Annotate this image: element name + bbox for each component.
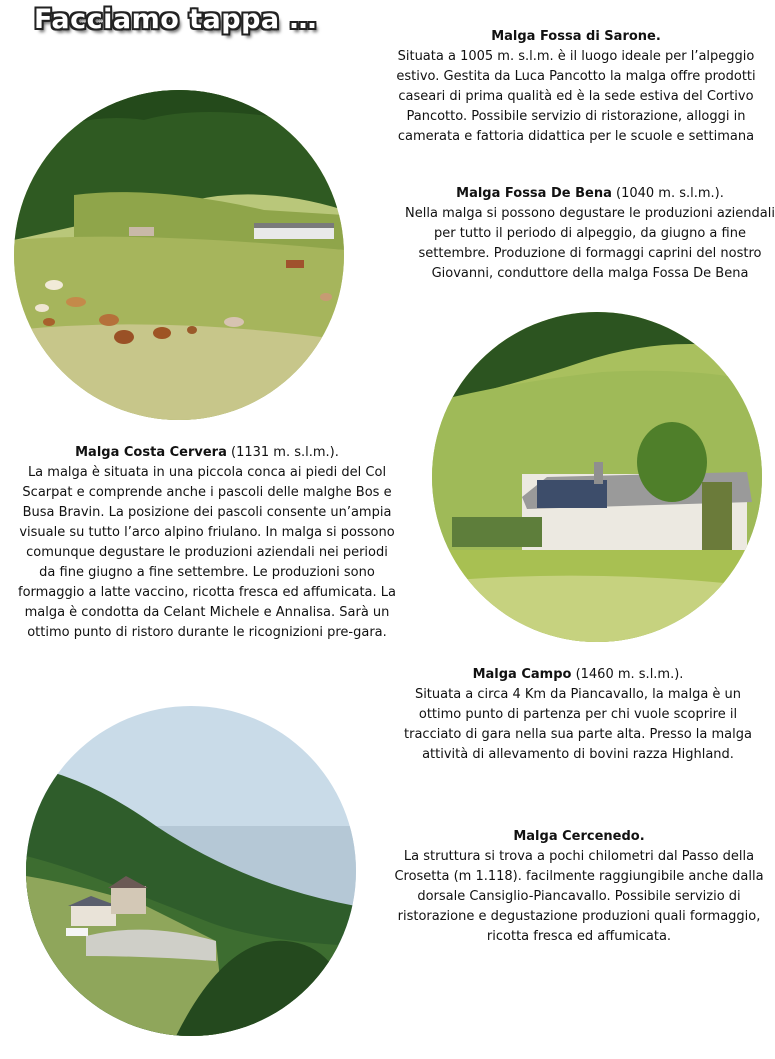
entry-name: Malga Costa Cervera (75, 445, 227, 460)
entry-cercenedo (386, 827, 772, 947)
page-title: Facciamo tappa … (34, 4, 318, 35)
entry-heading (18, 443, 396, 463)
entry-costa-cervera (18, 443, 396, 643)
entry-name: Malga Fossa De Bena (456, 186, 612, 201)
entry-heading (398, 665, 758, 685)
entry-fossa-de-bena (404, 184, 775, 284)
entry-body: Situata a circa 4 Km da Piancavallo, la malga è un ottimo punto di partenza per chi vuole scoprire il tracciato di gara nella sua parte alta. Presso la malga attività di allevamento di bovini razza Highland. (404, 687, 752, 762)
entry-body: Nella malga si possono degustare le produzioni aziendali per tutto il periodo di alpeggio, da giugno a fine settembre. Produzione di formaggi caprini del nostro Giovanni, conduttore della malga Fossa De Bena (405, 206, 775, 281)
entry-heading (380, 27, 772, 47)
entry-malga-campo (398, 665, 758, 765)
entry-name: Malga Campo (472, 667, 572, 682)
entry-name: Malga Cercenedo. (513, 829, 645, 844)
entry-body: La malga è situata in una piccola conca ai piedi del Col Scarpat e comprende anche i pascoli delle malghe Bos e Busa Bravin. La posizione dei pascoli consente un’ampia visuale su tutto l’arco alpino friulano. In malga si possono comunque degustare le produzioni aziendali nei periodi da fine giugno a fine settembre. Le produzioni sono formaggio a latte vaccino, ricotta fresca ed affumicata. La malga è condotta da Celant Michele e Annalisa. Sarà un ottimo punto di ristoro durante le ricognizioni pre-gara. (18, 465, 396, 640)
photo-malga-building (432, 312, 762, 642)
photo-pasture-cows (14, 90, 344, 420)
entry-altitude: (1040 m. s.l.m.). (611, 186, 724, 201)
entry-heading (404, 184, 775, 204)
entry-altitude: (1131 m. s.l.m.). (226, 445, 339, 460)
entry-altitude: (1460 m. s.l.m.). (571, 667, 684, 682)
entry-heading (386, 827, 772, 847)
entry-fossa-di-sarone (380, 27, 772, 161)
photo-mountain-malga (26, 706, 356, 1036)
entry-name: Malga Fossa di Sarone. (491, 29, 661, 44)
entry-body: Situata a 1005 m. s.l.m. è il luogo ideale per l’alpeggio estivo. Gestita da Luca Pancotto la malga offre prodotti caseari di prima qualità ed è la sede estiva del Cortivo Pancotto. Possibile servizio di ristorazione, alloggi in camerata e fattoria didattica per le scuole e settimana (396, 49, 756, 144)
entry-body: La struttura si trova a pochi chilometri dal Passo della Crosetta (m 1.118). facilmente raggiungibile anche dalla dorsale Cansiglio-Piancavallo. Possibile servizio di ristorazione e degustazione produzioni quali formaggio, ricotta fresca ed affumicata. (394, 849, 764, 944)
